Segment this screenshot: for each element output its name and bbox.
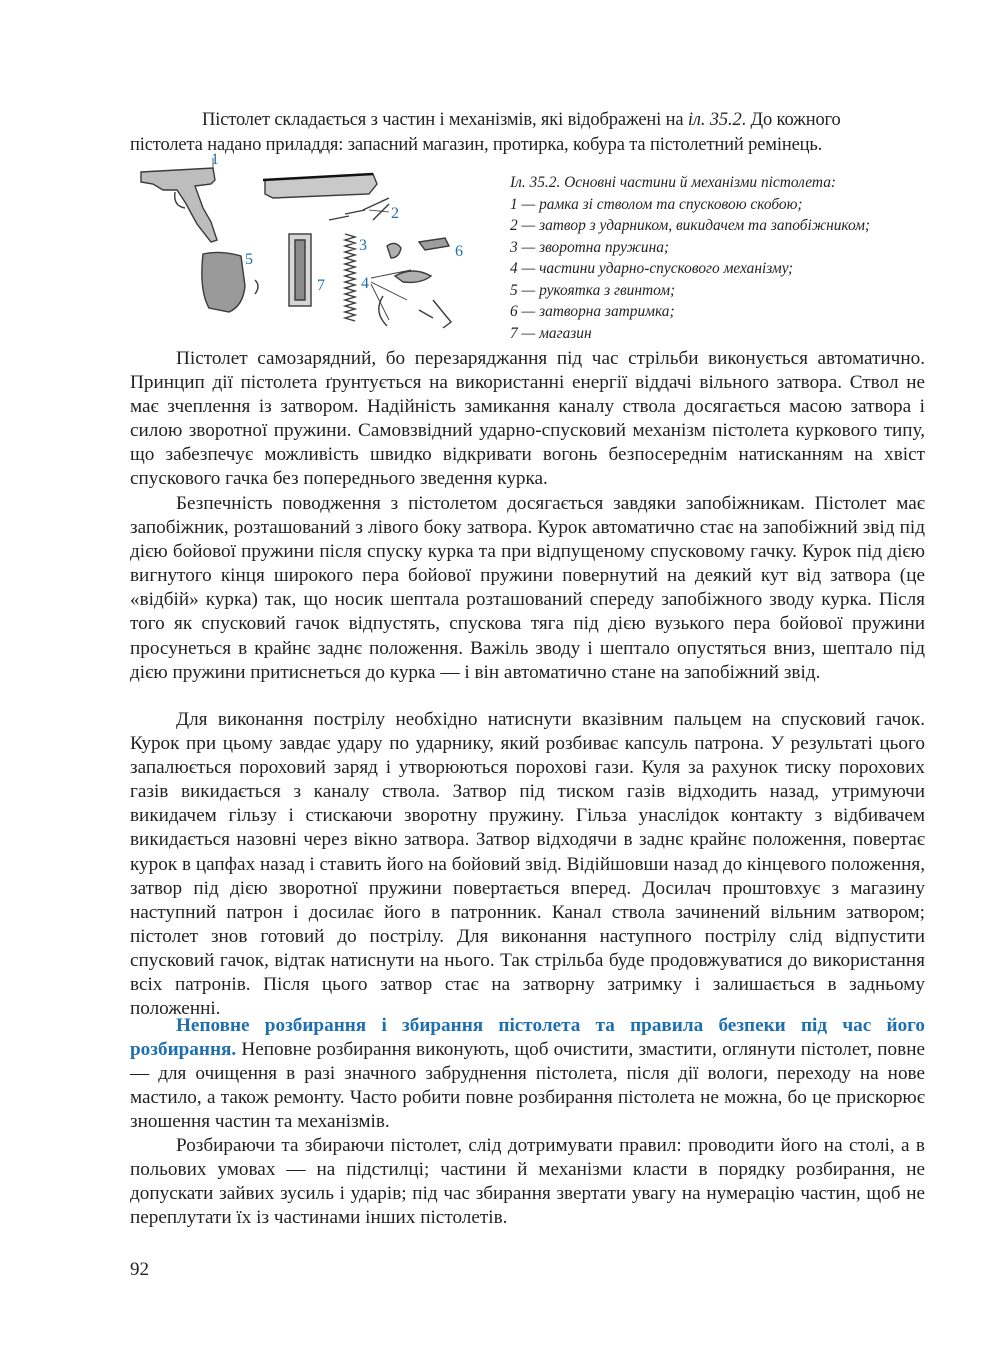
paragraph-firing: Для виконання пострілу необхідно натиснути вказівним пальцем на спусковий гачок. Курок при цьому завдає удару по ударнику, який розбиває капсуль патрона. У результаті цього запалюється пороховий заряд і утворюються порохові гази. Куля за рахунок тиску порохових газів викидається з каналу ствола. Затвор під тиском газів відходить назад, утримуючи викидачем гільзу і стискаючи зворотну пружину. Гільза унаслідок контакту з відбивачем викидається назовні через вікно затвора. Затвор відходячи в заднє крайнє положення, повертає курок в цапфах назад і ставить його на бойовий звід. Відійшовши назад до кінцевого положення, затвор під дією зворотної пружини повертається вперед. Досилач проштовхує з магазину наступний патрон і досилає його в патронник. Канал ствола зачинений вільним затвором; пістолет знов готовий до пострілу. Для виконання наступного пострілу слід відпустити спусковий гачок, відтак натиснути на нього. Так стрільба буде продовжуватися до використання всіх патронів. Після цього затвор стає на затворну затримку і залишається в задньому положенні. (130, 709, 925, 1020)
figure-label-3: 3 (359, 237, 367, 254)
section-heading: Неповне розбирання і збирання пістолета та правила безпеки під час його розбирання. (130, 1015, 925, 1061)
trigger-mechanism-part (387, 243, 401, 258)
slide-stop-part (419, 238, 449, 250)
pistol-parts-illustration (133, 150, 493, 350)
caption-item: 7 — магазин (510, 324, 592, 342)
page-number: 92 (130, 1259, 149, 1280)
paragraph-rules: Розбираючи та збираючи пістолет, слід дотримувати правил: проводити його на столі, а в польових умовах — на підстилці; частини й механізми класти в порядку розбирання, не допускати зайвих зусиль і ударів; під час збирання звертати увагу на нумерацію частин, щоб не переплутати їх із частинами інших пістолетів. (130, 1135, 925, 1229)
caption-item: 1 — рамка зі стволом та спусковою скобою; (510, 195, 803, 213)
caption-item: 3 — зворотна пружина; (510, 238, 670, 256)
figure-label-2: 2 (391, 205, 399, 222)
caption-title: Іл. 35.2. Основні частини й механізми пістолета: (510, 174, 837, 191)
paragraph-safety: Безпечність поводження з пістолетом досягається завдяки запобіжникам. Пістолет має запобіжник, розташований з лівого боку затвора. Курок автоматично стає на запобіжний звід під дією бойової пружини після спуску курка та при відпущеному спусковому гачку. Курок під дією вигнутого кінця широкого пера бойової пружини повернутий на деякий кут від затвора (це «відбій» курка) так, що носик шептала розташований спереду запобіжного зводу курка. Після того як спусковий гачок відпустять, спускова тяга під дією вузького пера бойової пружини просунеться в крайнє заднє положення. Важіль зводу і шептало опустяться вниз, шептало під дією пружини притиснеться до курка — і він автоматично стане на запобіжний звід. (130, 493, 925, 683)
caption-item: 2 — затвор з ударником, викидачем та запобіжником; (510, 217, 871, 234)
caption-item: 4 — частини ударно-спускового механізму; (510, 260, 794, 277)
intro-line-2: пістолета надано приладдя: запасний магазин, протирка, кобура та пістолетний ремінець. (130, 135, 823, 155)
pistol-parts-drawing (133, 150, 493, 350)
paragraph-self-loading: Пістолет самозарядний, бо перезаряджання під час стрільби виконується автоматично. Принцип дії пістолета ґрунтується на використанні енергії віддачі вільного затвора. Ствол не має зчеплення із затвором. Надійність замикання каналу ствола досягається масою затвора і силою зворотної пружини. Самовзвідний ударно-спусковий механізм пістолета куркового типу, що забезпечує можливість швидко відкривати вогонь безпосереднім натисканням на хвіст спускового гачка без попереднього зведення курка. (130, 348, 925, 490)
figure-label-4: 4 (361, 275, 369, 292)
intro-line-1: Пістолет складається з частин і механізмів, які відображені на іл. 35.2. До кожного (202, 110, 841, 130)
grip-part (202, 252, 245, 312)
figure-label-6: 6 (455, 243, 463, 260)
figure-label-1: 1 (211, 151, 219, 168)
return-spring-part (345, 234, 355, 321)
paragraph-disassembly: Неповне розбирання і збирання пістолета та правила безпеки під час його розбирання. Неповне розбирання виконують, щоб очистити, змастити, оглянути пістолет, повне — для очищення в разі значного забруднення пістолета, після дії вологи, переходу на нове мастило, а також ремонту. Часто робити повне розбирання пістолета не можна, бо це прискорює зношення частин та механізмів. (130, 1015, 925, 1133)
figure-caption (510, 172, 920, 344)
figure-label-7: 7 (317, 277, 325, 294)
figure-label-5: 5 (245, 251, 253, 268)
caption-item: 5 — рукоятка з гвинтом; (510, 281, 676, 299)
figure-reference: іл. 35.2 (687, 110, 742, 130)
caption-item: 6 — затворна затримка; (510, 303, 675, 320)
